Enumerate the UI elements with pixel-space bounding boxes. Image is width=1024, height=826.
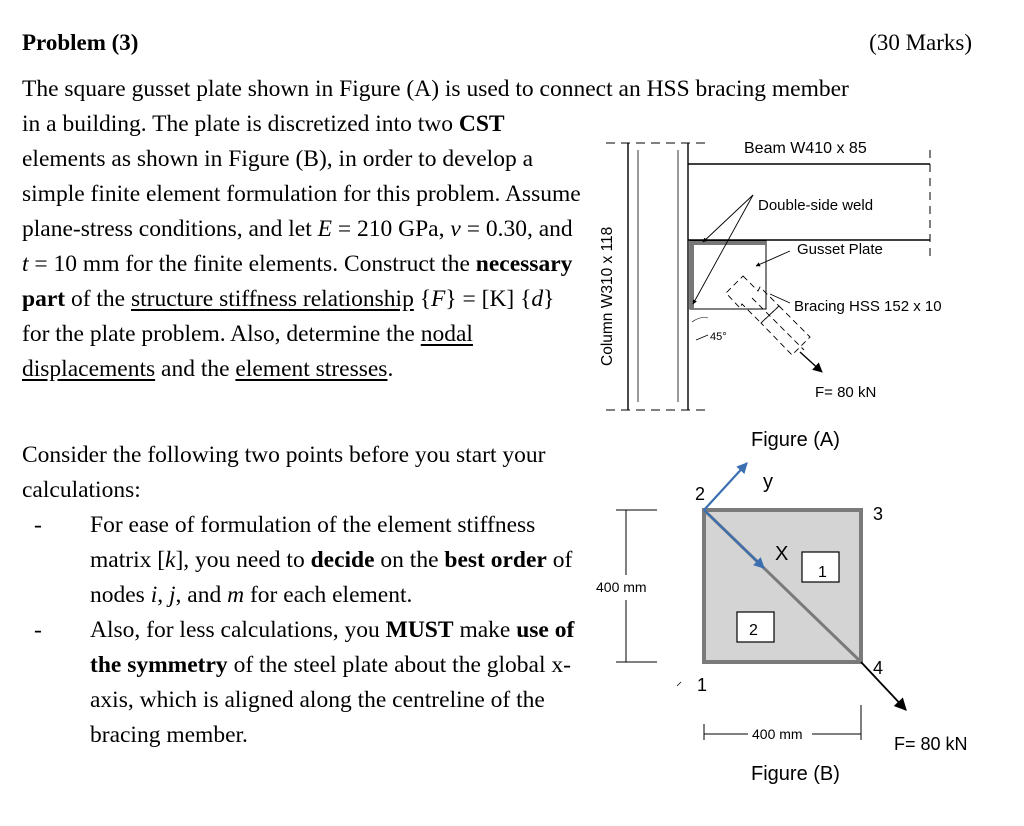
problem-text-line1: The square gusset plate shown in Figure (A) is used to connect an HSS bracing member — [22, 76, 849, 102]
node1-tick — [677, 682, 681, 686]
symbol-E: E — [317, 216, 333, 242]
node-3-label: 3 — [873, 504, 884, 524]
symbol-nu: ν — [450, 216, 461, 242]
y-axis-label: y — [763, 471, 773, 493]
angle-leader — [696, 335, 708, 340]
weld-label: Double-side weld — [758, 197, 874, 214]
text-run: } = [K] { — [445, 286, 532, 312]
instructions-intro: Consider the following two points before you start your calculations: — [22, 442, 546, 503]
text-run: of the steel plate about the global x-axis, which is aligned along the centreline of the bracing member. — [90, 652, 571, 748]
symbol-i: i — [150, 582, 158, 608]
list-dash: - — [34, 512, 42, 538]
force-arrow-a — [800, 352, 822, 372]
weld-leader-2 — [703, 195, 753, 242]
angle-label: 45° — [710, 331, 727, 343]
symbol-t: t — [22, 251, 29, 277]
text-run: ], you need to — [175, 547, 311, 573]
text-run: on the — [374, 547, 445, 573]
symbol-F: F — [430, 286, 446, 312]
nodal-displacements-term: nodal displacements — [22, 321, 473, 382]
element-stresses-term: element stresses — [235, 356, 388, 382]
text-run: in a building. The plate is discretized into two — [22, 111, 459, 137]
beam-label: Beam W410 x 85 — [744, 140, 867, 157]
text-run: of nodes — [90, 547, 573, 608]
text-run: For ease of formulation of the element stiffness matrix [ — [90, 512, 536, 573]
text-run: of the — [65, 286, 131, 312]
figure-a-caption: Figure (A) — [751, 429, 840, 451]
symbol-j: j — [168, 582, 176, 608]
list-dash: - — [34, 617, 42, 643]
angle-arc — [692, 318, 708, 323]
element-1-label: 1 — [818, 564, 827, 581]
gusset-label: Gusset Plate — [797, 241, 883, 258]
x-axis-label: X — [775, 543, 789, 565]
cst-term: CST — [458, 111, 505, 137]
vertical-dimension-label: 400 mm — [596, 579, 647, 595]
problem-title: Problem (3) — [22, 30, 139, 55]
text-run: elements as shown in Figure (B), in order to develop a simple finite element formulation for this problem. Assume plane-stress conditions, and let — [22, 146, 581, 242]
force-arrow-b — [861, 662, 906, 710]
text-run: = 210 GPa, — [332, 216, 451, 242]
text-run: . — [387, 356, 394, 382]
node-2-label: 2 — [695, 484, 706, 504]
gusset-plate-shape — [690, 241, 766, 309]
node-4-label: 4 — [873, 658, 884, 678]
symbol-d: d — [531, 286, 544, 312]
text-run: for each element. — [244, 582, 413, 608]
force-label-b: F= 80 kN — [894, 734, 968, 754]
text-run: = 10 mm for the finite elements. Construct the — [28, 251, 476, 277]
text-run: } for the plate problem. Also, determine the — [22, 286, 555, 347]
decide-term: decide — [310, 547, 375, 573]
bracing-label: Bracing HSS 152 x 10 — [794, 298, 942, 315]
symbol-k: k — [165, 547, 176, 573]
node-1-label: 1 — [697, 675, 708, 695]
figure-a — [599, 140, 942, 451]
bracing-leader — [770, 294, 790, 303]
must-term: MUST — [385, 617, 454, 643]
element-2-label: 2 — [749, 622, 758, 639]
text-run: , and — [175, 582, 228, 608]
ssr-term: structure stiffness relationship — [131, 286, 414, 312]
figure-b — [596, 463, 968, 785]
best-order-term: best order — [444, 547, 547, 573]
text-run: make — [453, 617, 517, 643]
y-axis-arrow — [704, 463, 747, 510]
necessary-part-term: necessary part — [22, 251, 573, 312]
text-run: and the — [155, 356, 236, 382]
text-run: , — [157, 582, 169, 608]
problem-marks: (30 Marks) — [869, 30, 972, 55]
symbol-m: m — [227, 582, 245, 608]
figure-b-caption: Figure (B) — [751, 763, 840, 785]
column-label: Column W310 x 118 — [599, 226, 616, 366]
text-run: { — [413, 286, 431, 312]
text-run: = 0.30, and — [460, 216, 573, 242]
force-label-a: F= 80 kN — [815, 384, 877, 401]
horizontal-dimension-label: 400 mm — [752, 726, 803, 742]
use-symmetry-term: use of the symmetry — [90, 617, 575, 678]
text-run: Also, for less calculations, you — [90, 617, 386, 643]
